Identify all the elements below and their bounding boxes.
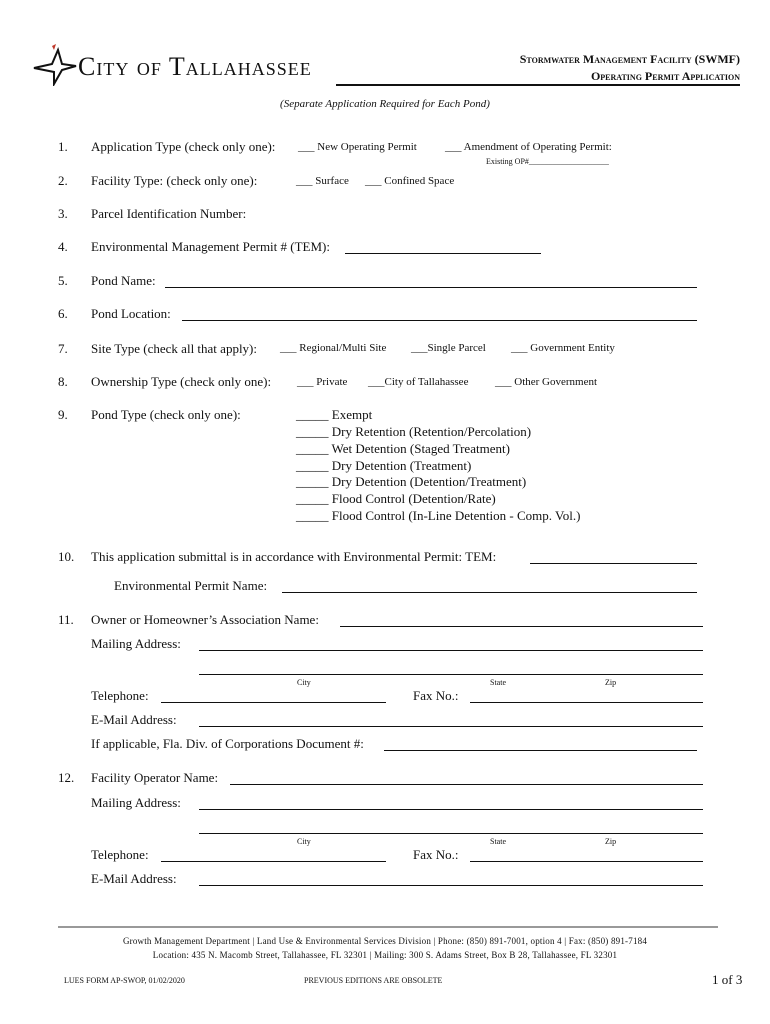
telephone-label: Telephone:	[91, 688, 149, 703]
zip-caption: Zip	[605, 678, 617, 687]
mailing-address-label: Mailing Address:	[91, 636, 181, 651]
confined-space-option[interactable]: ___ Confined Space	[365, 175, 455, 187]
operator-name-field[interactable]	[230, 784, 703, 785]
accordance-label: This application submittal is in accordance with Environmental Permit: TEM:	[91, 549, 497, 564]
pond-name-field[interactable]	[165, 287, 697, 288]
fax-field[interactable]	[470, 861, 703, 862]
item-number: 12.	[58, 770, 75, 785]
corp-doc-label: If applicable, Fla. Div. of Corporations Document #:	[91, 736, 364, 751]
facility-type-label: Facility Type: (check only one):	[91, 173, 258, 188]
item-number: 8.	[58, 374, 68, 389]
owner-name-label: Owner or Homeowner’s Association Name:	[91, 612, 319, 627]
fax-label: Fax No.:	[413, 688, 459, 703]
pond-option[interactable]: _____ Dry Detention (Treatment)	[296, 458, 472, 473]
env-permit-field[interactable]	[345, 253, 541, 254]
site-type-label: Site Type (check all that apply):	[91, 341, 257, 356]
state-caption: State	[490, 678, 506, 687]
pond-option[interactable]: _____ Dry Detention (Detention/Treatment)	[296, 474, 527, 489]
single-parcel-option[interactable]: ___Single Parcel	[411, 342, 486, 354]
footer-address: Location: 435 N. Macomb Street, Tallahassee, FL 32301 | Mailing: 300 S. Adams Street, Box B 28, Tallahassee, FL 32301	[152, 950, 618, 960]
ownership-type-label: Ownership Type (check only one):	[91, 374, 272, 389]
city-state-zip-field[interactable]	[199, 674, 703, 675]
amendment-option[interactable]: ___ Amendment of Operating Permit:	[445, 141, 612, 153]
application-type-label: Application Type (check only one):	[91, 139, 276, 154]
email-field[interactable]	[199, 885, 703, 886]
owner-name-field[interactable]	[340, 626, 703, 627]
city-state-zip-field[interactable]	[199, 833, 703, 834]
pond-option[interactable]: _____ Flood Control (Detention/Rate)	[296, 491, 496, 506]
other-government-option[interactable]: ___ Other Government	[495, 376, 598, 388]
existing-op-field[interactable]: Existing OP#____________________	[486, 157, 609, 166]
capitol-star-icon	[32, 42, 80, 86]
footer-divider	[58, 926, 718, 928]
mailing-address-label: Mailing Address:	[91, 795, 181, 810]
telephone-field[interactable]	[161, 861, 386, 862]
footer-contact: Growth Management Department | Land Use & Environmental Services Division | Phone: (850) 891-7001, option 4 | Fax: (850) 891-7184	[122, 936, 648, 946]
pond-type-label: Pond Type (check only one):	[91, 407, 241, 422]
form-id: LUES FORM AP-SWOP, 01/02/2020	[64, 976, 185, 985]
city-caption: City	[297, 837, 311, 846]
pond-location-field[interactable]	[182, 320, 697, 321]
item-number: 5.	[58, 273, 68, 288]
env-permit-label: Environmental Management Permit # (TEM):	[91, 239, 330, 254]
parcel-id-label: Parcel Identification Number:	[91, 206, 247, 221]
item-number: 9.	[58, 407, 68, 422]
mailing-address-field[interactable]	[199, 809, 703, 810]
item-number: 4.	[58, 239, 68, 254]
new-permit-option[interactable]: ___ New Operating Permit	[298, 141, 417, 153]
government-entity-option[interactable]: ___ Government Entity	[511, 342, 615, 354]
item-number: 6.	[58, 306, 68, 321]
tem-field[interactable]	[530, 563, 697, 564]
item-number: 10.	[58, 549, 75, 564]
email-field[interactable]	[199, 726, 703, 727]
corp-doc-field[interactable]	[384, 750, 697, 751]
fax-field[interactable]	[470, 702, 703, 703]
fax-label: Fax No.:	[413, 847, 459, 862]
form-title: Stormwater Management Facility (SWMF)	[519, 52, 740, 66]
email-label: E-Mail Address:	[91, 712, 177, 727]
operator-name-label: Facility Operator Name:	[91, 770, 219, 785]
obsolete-note: PREVIOUS EDITIONS ARE OBSOLETE	[304, 976, 443, 985]
env-permit-name-field[interactable]	[282, 592, 697, 593]
state-caption: State	[490, 837, 506, 846]
instructions: (Separate Application Required for Each Pond)	[280, 98, 490, 110]
city-logo	[32, 42, 342, 86]
telephone-label: Telephone:	[91, 847, 149, 862]
pond-option[interactable]: _____ Exempt	[296, 407, 373, 422]
surface-option[interactable]: ___ Surface	[296, 175, 349, 187]
pond-location-label: Pond Location:	[91, 306, 171, 321]
env-permit-name-label: Environmental Permit Name:	[114, 578, 268, 593]
form-subtitle: Operating Permit Application	[590, 69, 740, 83]
regional-option[interactable]: ___ Regional/Multi Site	[280, 342, 387, 354]
page-number: 1 of 3	[712, 972, 743, 987]
email-label: E-Mail Address:	[91, 871, 177, 886]
city-caption: City	[297, 678, 311, 687]
pond-option[interactable]: _____ Dry Retention (Retention/Percolation)	[296, 424, 532, 439]
item-number: 1.	[58, 139, 68, 154]
mailing-address-field[interactable]	[199, 650, 703, 651]
pond-option[interactable]: _____ Wet Detention (Staged Treatment)	[296, 441, 510, 456]
item-number: 2.	[58, 173, 68, 188]
item-number: 7.	[58, 341, 68, 356]
city-option[interactable]: ___City of Tallahassee	[368, 376, 469, 388]
pond-option[interactable]: _____ Flood Control (In-Line Detention - Comp. Vol.)	[296, 508, 581, 523]
item-number: 11.	[58, 612, 74, 627]
item-number: 3.	[58, 206, 68, 221]
logo-text: City of Tallahassee	[78, 52, 312, 81]
private-option[interactable]: ___ Private	[297, 376, 348, 388]
telephone-field[interactable]	[161, 702, 386, 703]
pond-name-label: Pond Name:	[91, 273, 156, 288]
zip-caption: Zip	[605, 837, 617, 846]
